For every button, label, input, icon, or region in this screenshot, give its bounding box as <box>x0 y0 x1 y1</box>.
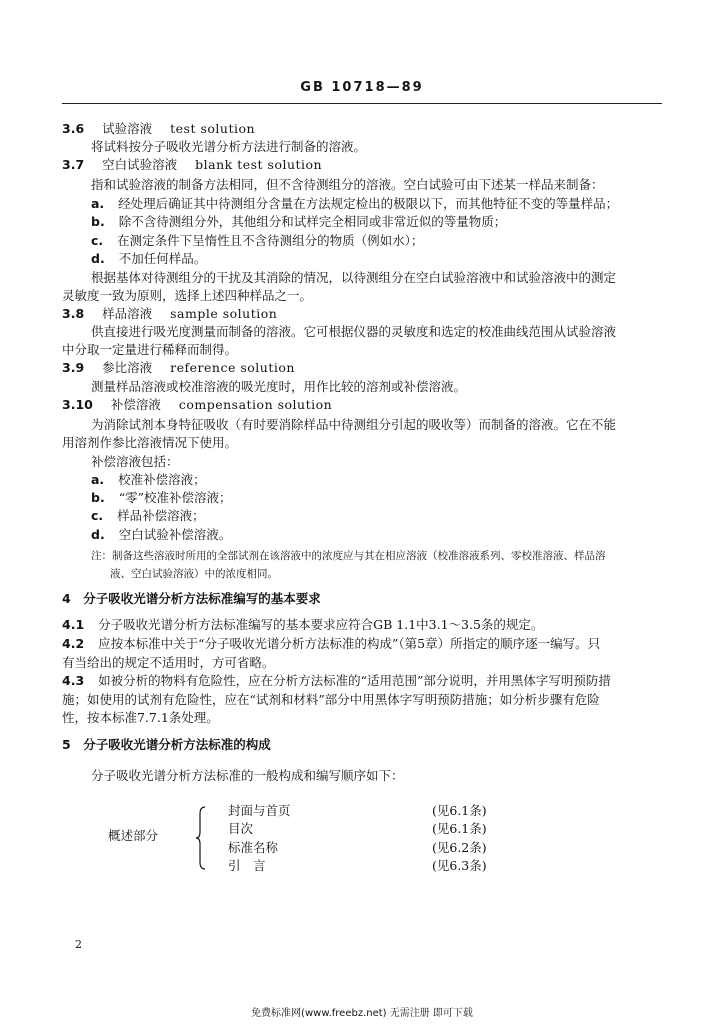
page-header: GB 10718—89 <box>300 80 424 95</box>
header-rule <box>62 103 662 104</box>
paragraph-text: 应按本标准中关于“分子吸收光谱分析方法标准的构成”（第5章）所指定的顺序逐一编写。只 <box>98 636 601 651</box>
paragraph: 指和试验溶液的制备方法相同，但不含待测组分的溶液。空白试验可由下述某一样品来制备： <box>91 177 604 192</box>
paragraph: 中分取一定量进行稀释而制得。 <box>62 342 238 357</box>
paragraph-text: 如被分析的物料有危险性，应在分析方法标准的“适用范围”部分说明，并用黑体字写明预防措 <box>98 673 611 688</box>
list-text: “零”校准补偿溶液； <box>118 490 232 505</box>
page-number: 2 <box>75 938 82 951</box>
note-line: 注：制备这些溶液时所用的全部试剂在该溶液中的浓度应与其在相应溶液（校准溶液系列、零校准溶液、样品溶 <box>91 550 606 562</box>
term-english: blank test solution <box>195 157 323 172</box>
term-english: reference solution <box>170 360 295 375</box>
paragraph-4-2 <box>62 636 600 652</box>
list-mark: a. <box>91 196 105 211</box>
term-english: compensation solution <box>178 397 333 412</box>
section-number: 3.9 <box>62 360 85 375</box>
section-3-9-title <box>62 360 295 376</box>
chapter-4-heading: 4 分子吸收光谱分析方法标准编写的基本要求 <box>62 591 321 606</box>
paragraph: 将试料按分子吸收光谱分析方法进行制备的溶液。 <box>91 139 367 154</box>
paragraph: 为消除试剂本身特征吸收（有时要消除样品中待测组分引起的吸收等）而制备的溶液。它在不能 <box>91 417 617 432</box>
brace-icon <box>196 806 206 870</box>
list-text: 校准补偿溶液； <box>118 472 206 487</box>
term-english: test solution <box>170 121 256 136</box>
paragraph: 用溶剂作参比溶液情况下使用。 <box>62 435 238 450</box>
section-3-8-title <box>62 306 277 322</box>
section-3-10-title <box>62 397 332 413</box>
paragraph: 有当给出的规定不适用时，方可省略。 <box>62 655 275 670</box>
list-mark: c. <box>91 233 104 248</box>
section-number: 3.8 <box>62 306 85 321</box>
list-mark: a. <box>91 472 105 487</box>
list-item <box>91 508 205 524</box>
list-item <box>91 527 231 543</box>
list-mark: d. <box>91 527 105 542</box>
paragraph-4-1 <box>62 617 543 633</box>
section-number: 3.7 <box>62 157 85 172</box>
paragraph: 灵敏度一致为原则，选择上述四种样品之一。 <box>62 288 313 303</box>
paragraph: 施；如使用的试剂有危险性，应在“试剂和材料”部分中用黑体字写明预防措施；如分析步骤有危险 <box>62 692 600 707</box>
list-text: 不加任何样品。 <box>118 251 207 266</box>
paragraph-4-3 <box>62 673 611 689</box>
term-english: sample solution <box>170 306 278 321</box>
list-item <box>91 472 206 488</box>
paragraph: 性，按本标准7.7.1条处理。 <box>62 710 219 725</box>
structure-item-name: 封面与首页 <box>228 803 291 818</box>
section-number: 4.1 <box>62 617 85 632</box>
paragraph-text: 分子吸收光谱分析方法标准编写的基本要求应符合GB 1.1中3.1～3.5条的规定。 <box>98 617 544 632</box>
section-3-7-title <box>62 157 322 173</box>
paragraph: 根据基体对待测组分的干扰及其消除的情况，以待测组分在空白试验溶液中和试验溶液中的测定 <box>91 270 617 285</box>
list-item <box>91 490 231 506</box>
group-label: 概述部分 <box>108 828 159 843</box>
structure-item-ref: (见6.1条) <box>432 803 487 818</box>
structure-item-ref: (见6.1条) <box>432 821 487 836</box>
list-mark: b. <box>91 214 105 229</box>
list-mark: b. <box>91 490 105 505</box>
list-text: 除不含待测组分外，其他组分和试样完全相同或非常近似的等量物质； <box>118 214 507 229</box>
list-item <box>91 233 423 249</box>
structure-item-ref: (见6.3条) <box>432 858 487 873</box>
paragraph: 供直接进行吸光度测量而制备的溶液。它可根据仪器的灵敏度和选定的校准曲线范围从试验溶液 <box>91 324 617 339</box>
structure-item-name: 目次 <box>228 821 254 836</box>
list-text: 空白试验补偿溶液。 <box>118 527 232 542</box>
list-item <box>91 196 618 212</box>
list-text: 经处理后确证其中待测组分含量在方法规定检出的极限以下，而其他特征不变的等量样品； <box>118 196 619 211</box>
term: 样品溶液 <box>102 306 153 321</box>
term: 空白试验溶液 <box>102 157 178 172</box>
structure-item-ref: (见6.2条) <box>432 840 487 855</box>
section-3-6-title <box>62 121 255 137</box>
note-line: 液、空白试验溶液）中的浓度相同。 <box>110 568 278 580</box>
term: 参比溶液 <box>102 360 153 375</box>
chapter-5-heading: 5 分子吸收光谱分析方法标准的构成 <box>62 737 271 752</box>
term: 试验溶液 <box>102 121 153 136</box>
list-mark: d. <box>91 251 105 266</box>
structure-item-name: 引 言 <box>228 858 266 873</box>
paragraph: 补偿溶液包括： <box>91 454 179 469</box>
section-number: 4.2 <box>62 636 85 651</box>
section-number: 3.10 <box>62 397 93 412</box>
term: 补偿溶液 <box>110 397 161 412</box>
paragraph: 分子吸收光谱分析方法标准的一般构成和编写顺序如下： <box>91 768 404 783</box>
list-item <box>91 251 206 267</box>
footer-link[interactable]: 免费标准网(www.freebz.net) 无需注册 即可下载 <box>251 1008 473 1019</box>
list-text: 样品补偿溶液； <box>117 508 205 523</box>
list-text: 在测定条件下呈惰性且不含待测组分的物质（例如水）； <box>117 233 424 248</box>
paragraph: 测量样品溶液或校准溶液的吸光度时，用作比较的溶剂或补偿溶液。 <box>91 379 467 394</box>
section-number: 4.3 <box>62 673 85 688</box>
section-number: 3.6 <box>62 121 85 136</box>
list-item <box>91 214 506 230</box>
list-mark: c. <box>91 508 104 523</box>
structure-item-name: 标准名称 <box>228 840 279 855</box>
